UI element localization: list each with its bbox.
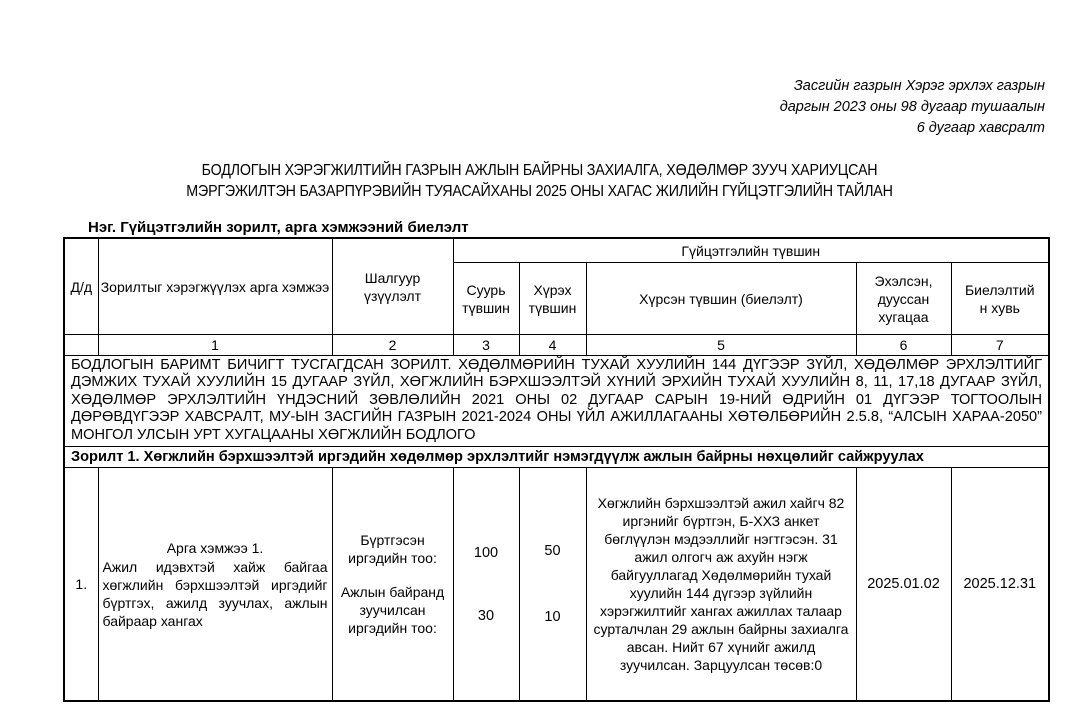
appendix-line-1: Засгийн газрын Хэрэг эрхлэх газрын [793,78,1045,94]
col-header-base-level: Суурь түвшин [453,263,519,335]
column-number-row [64,335,1049,356]
col-header-period: Эхэлсэн, дууссан хугацаа [856,263,951,335]
base-value-1: 100 [473,544,499,561]
criteria-item-1: Бүртгэсэн иргэдийн тоо: [348,532,437,567]
col-number-6: 6 [856,335,951,356]
table-header-row-1 [64,238,1049,263]
col-number-3: 3 [453,335,519,356]
page-title [0,160,1079,202]
table-row [64,468,1049,702]
col-header-percent [951,263,1049,335]
col-header-target-level: Хүрэх түвшин [519,263,586,335]
target-value-2: 10 [544,609,561,626]
target-level-cell [519,468,586,702]
criteria-cell [332,468,453,702]
objective-row [64,447,1049,468]
end-date-cell: 2025.12.31 [951,468,1049,702]
measure-text: Ажил идэвхтэй хайж байгаа хөгжлийн бэрхшээлтэй иргэдийг бүртгэх, ажилд зуучлах, ажлын байраар хангах [102,558,328,629]
measure-cell [98,468,332,702]
col-number-5: 5 [586,335,856,356]
policy-paragraph: БОДЛОГЫН БАРИМТ БИЧИГТ ТУСГАГДСАН ЗОРИЛТ. ХӨДӨЛМӨРИЙН ТУХАЙ ХУУЛИЙН 144 ДҮГЭЭР ЗҮЙЛ, ХӨДӨЛМӨР ЭРХЛЭЛТИЙГ ДЭМЖИХ ТУХАЙ ХУУЛИЙН 15 ДУГААР ЗҮЙЛ, ХӨГЖЛИЙН БЭРХШЭЭЛТЭЙ ХҮНИЙ ЭРХИЙН ТУХАЙ ХУУЛИЙН 8, 11, 17,18 ДУГААР ЗҮЙЛ, ХӨДӨЛМӨР ЭРХЛЭЛТИЙН ҮНДЭСНИЙ ЗӨВЛӨЛИЙН 2021 ОНЫ 02 ДУГААР САРЫН 19-НИЙ ӨДРИЙН 01 ДҮГЭЭР ТОГТООЛЫН ДӨРӨВДҮГЭЭР ХАВСРАЛТ, МУ-ЫН ЗАСГИЙН ГАЗРЫН 2021-2024 ОНЫ ҮЙЛ АЖИЛЛАГААНЫ ХӨТӨЛБӨРИЙН 2.5.8, “АЛСЫН ХАРАА-2050” МОНГОЛ УЛСЫН УРТ ХУГАЦААНЫ ХӨГЖЛИЙН БОДЛОГО [64,356,1049,447]
start-date-cell: 2025.01.02 [856,468,951,702]
target-value-1: 50 [544,543,561,560]
appendix-line-3: 6 дугаар хавсралт [916,120,1045,136]
col-header-performance-group: Гүйцэтгэлийн түвшин [453,238,1049,263]
col-header-num: Д/д [64,238,98,335]
col-number-7: 7 [951,335,1049,356]
col-number-empty [64,335,98,356]
measure-title: Арга хэмжээ 1. [166,539,264,556]
policy-row [64,356,1049,447]
page-title-line-2: МЭРГЭЖИЛТЭН БАЗАРПҮРЭВИЙН ТУЯАСАЙХАНЫ 2025 ОНЫ ХАГАС ЖИЛИЙН ГҮЙЦЭТГЭЛИЙН ТАЙЛАН [186,183,893,200]
col-number-2: 2 [332,335,453,356]
achieved-level-cell: Хөгжлийн бэрхшээлтэй ажил хайгч 82 иргэнийг бүртгэн, Б-ХХЗ анкет бөглүүлэн мэдээллийг нэгтгэсэн. 31 ажил олгогч аж ахуйн нэгж байгууллагад Хөдөлмөрийн тухай хуулийн 144 дүгээр зүйлийн хэрэгжилтийг хангах ажиллах талаар сурталчлан 29 ажлын байрны захиалга авсан. Нийт 67 хүнийг ажилд зуучилсан. Зарцуулсан төсөв:0 [586,468,856,702]
criteria-item-2: Ажлын байранд зуучилсан иргэдийн тоо: [340,584,445,637]
objective-text: Зорилт 1. Хөгжлийн бэрхшээлтэй иргэдийн хөдөлмөр эрхлэлтийг нэмэгдүүлж ажлын байрны нөхцөлийг сайжруулах [64,447,1049,468]
base-value-2: 30 [477,607,495,624]
col-number-4: 4 [519,335,586,356]
row-number-cell: 1. [64,468,98,702]
col-header-criteria: Шалгуур үзүүлэлт [332,238,453,335]
performance-report-table [63,237,1050,702]
col-header-measure: Зорилтыг хэрэгжүүлэх арга хэмжээ [98,238,332,335]
col-header-achieved-level: Хүрсэн түвшин (биелэлт) [586,263,856,335]
section-heading: Нэг. Гүйцэтгэлийн зорилт, арга хэмжээний биелэлт [88,219,469,236]
page-title-line-1: БОДЛОГЫН ХЭРЭГЖИЛТИЙН ГАЗРЫН АЖЛЫН БАЙРНЫ ЗАХИАЛГА, ХӨДӨЛМӨР ЗУУЧ ХАРИУЦСАН [201,162,878,179]
appendix-line-2: даргын 2023 оны 98 дугаар тушаалын [779,99,1045,115]
base-level-cell [453,468,519,702]
col-number-1: 1 [98,335,332,356]
appendix-note [780,76,1045,139]
col-header-percent-label: Биелэлтийн хувь [964,281,1035,316]
